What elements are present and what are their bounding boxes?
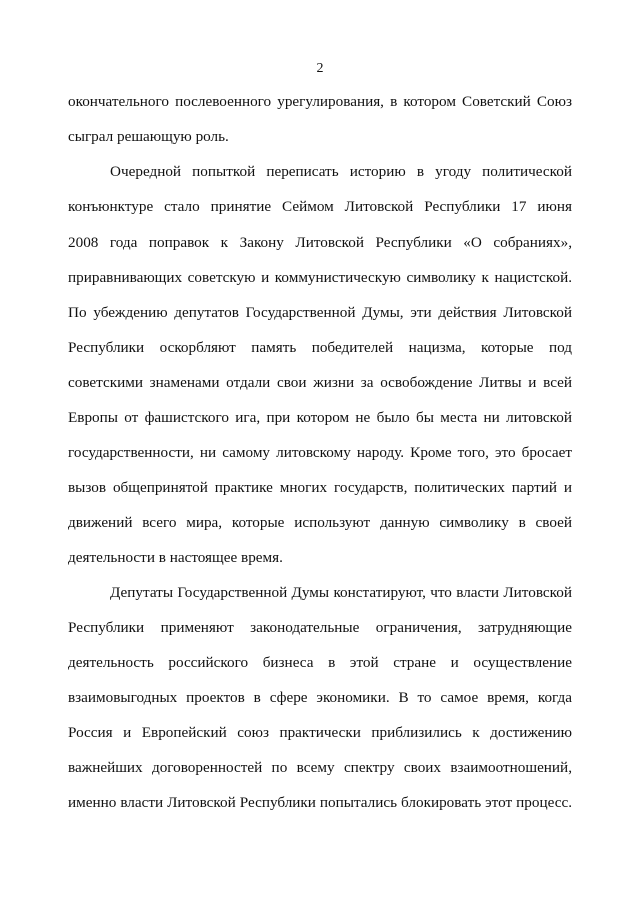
text-line: важнейших договоренностей по всему спектру своих взаимоотношений, xyxy=(68,759,572,776)
text-line: окончательного послевоенного урегулирования, в котором Советский Союз xyxy=(68,93,572,110)
text-line: деятельности в настоящее время. xyxy=(68,549,283,566)
text-line: Россия и Европейский союз практически приблизились к достижению xyxy=(68,724,572,741)
text-line: вызов общепринятой практике многих государств, политических партий и xyxy=(68,479,572,496)
text-line: деятельность российского бизнеса в этой стране и осуществление xyxy=(68,654,572,671)
text-line: государственности, ни самому литовскому народу. Кроме того, это бросает xyxy=(68,444,572,461)
text-line: сыграл решающую роль. xyxy=(68,128,229,145)
text-line: движений всего мира, которые используют данную символику в своей xyxy=(68,514,572,531)
text-line: конъюнктуре стало принятие Сеймом Литовской Республики 17 июня xyxy=(68,198,572,215)
text-line: По убеждению депутатов Государственной Думы, эти действия Литовской xyxy=(68,304,572,321)
page-number: 2 xyxy=(316,61,324,76)
text-line: Республики применяют законодательные ограничения, затрудняющие xyxy=(68,619,572,636)
text-line: приравнивающих советскую и коммунистическую символику к нацистской. xyxy=(68,269,572,286)
text-line: Очередной попыткой переписать историю в угоду политической xyxy=(110,163,572,180)
text-line: советскими знаменами отдали свои жизни за освобождение Литвы и всей xyxy=(68,374,572,391)
text-line: Республики оскорбляют память победителей нацизма, которые под xyxy=(68,339,572,356)
text-line: 2008 года поправок к Закону Литовской Республики «О собраниях», xyxy=(68,234,572,251)
text-line: именно власти Литовской Республики попытались блокировать этот процесс. xyxy=(68,794,572,811)
text-line: взаимовыгодных проектов в сфере экономики. В то самое время, когда xyxy=(68,689,572,706)
text-line: Европы от фашистского ига, при котором не было бы места ни литовской xyxy=(68,409,572,426)
text-line: Депутаты Государственной Думы констатируют, что власти Литовской xyxy=(110,584,572,601)
